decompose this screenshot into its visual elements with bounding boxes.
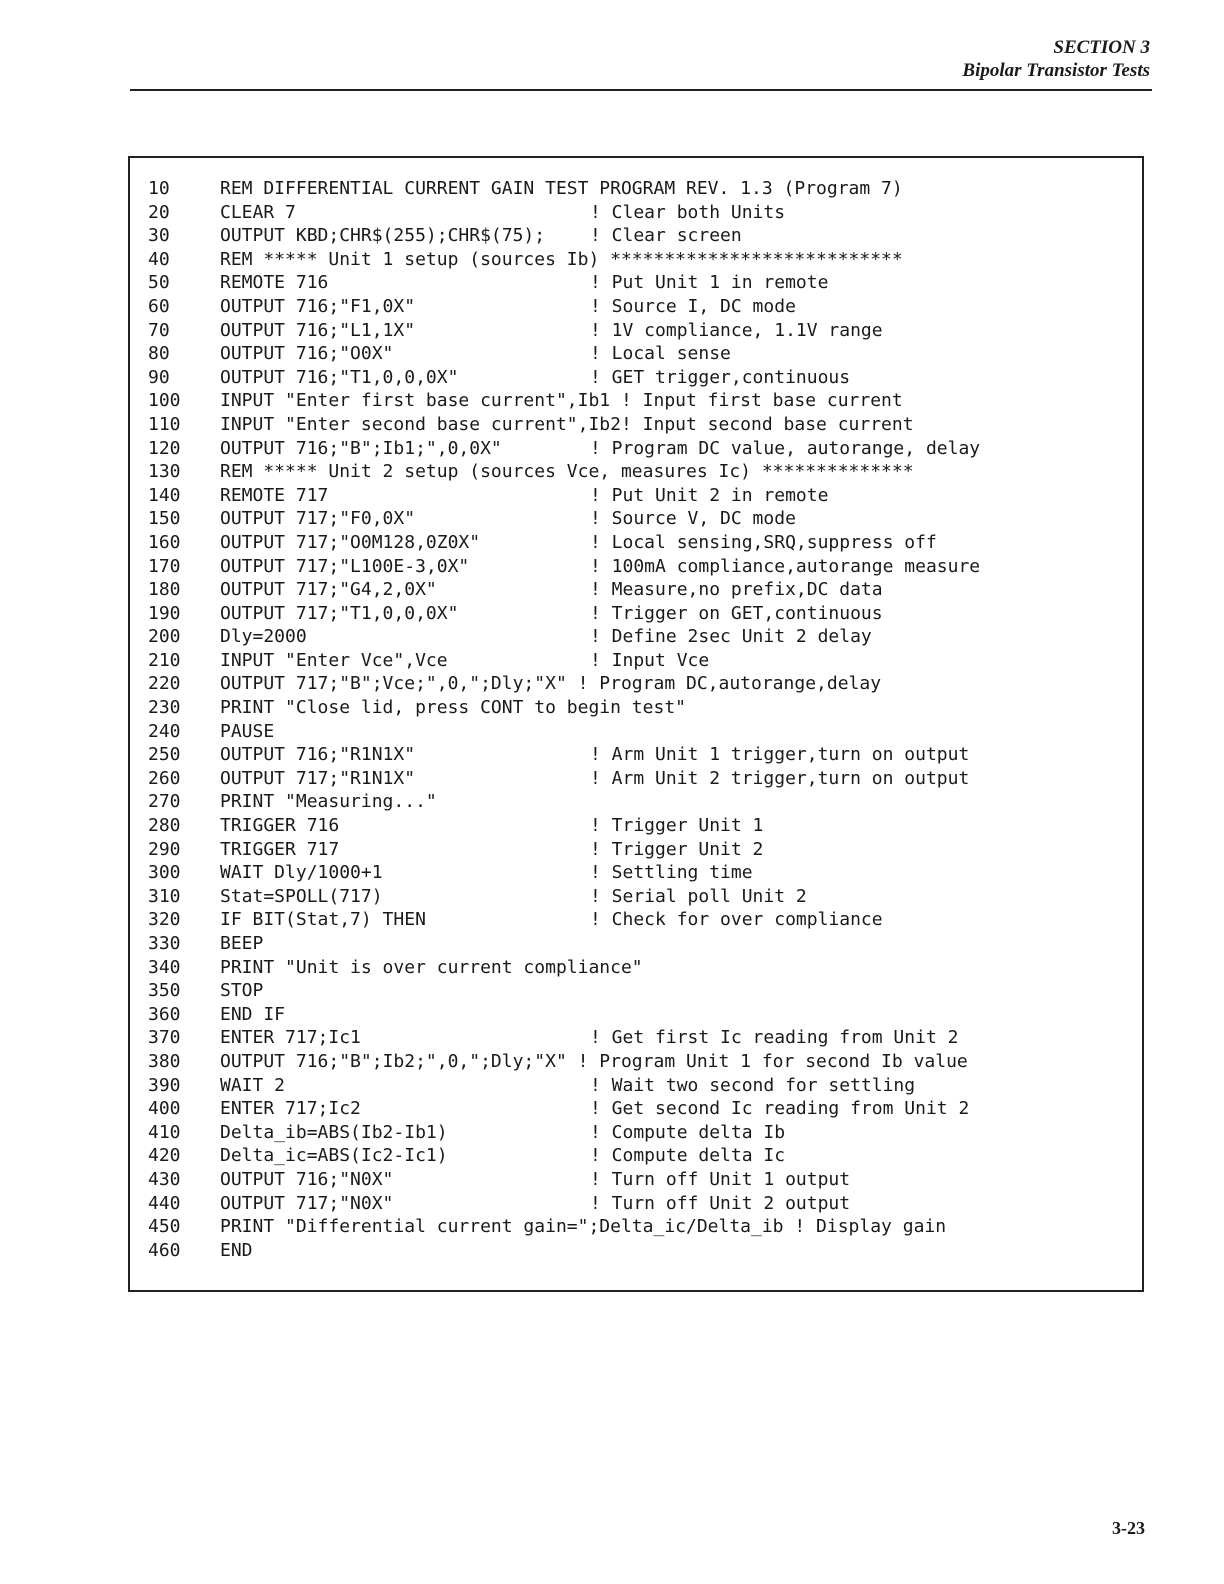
line-number: 350 bbox=[148, 980, 181, 1002]
code-line bbox=[148, 672, 1142, 696]
line-number: 140 bbox=[148, 484, 181, 506]
line-number: 160 bbox=[148, 531, 181, 553]
code-line bbox=[148, 1097, 1142, 1121]
code-line bbox=[148, 979, 1142, 1003]
code-statement: OUTPUT 717;"F0,0X" bbox=[220, 508, 416, 530]
line-number: 420 bbox=[148, 1145, 181, 1167]
line-number: 460 bbox=[148, 1239, 181, 1261]
code-line bbox=[148, 1121, 1142, 1145]
code-statement: ENTER 717;Ic1 bbox=[220, 1027, 361, 1049]
line-number: 410 bbox=[148, 1121, 181, 1143]
code-comment: ! Trigger Unit 2 bbox=[590, 838, 764, 860]
code-line bbox=[148, 885, 1142, 909]
code-comment: ! Local sensing,SRQ,suppress off bbox=[590, 531, 937, 553]
code-line bbox=[148, 1050, 1142, 1074]
code-statement: Stat=SPOLL(717) bbox=[220, 885, 383, 907]
code-statement: PRINT "Measuring..." bbox=[220, 791, 437, 813]
code-line bbox=[148, 507, 1142, 531]
code-line bbox=[148, 861, 1142, 885]
code-statement: OUTPUT 717;"T1,0,0,0X" bbox=[220, 602, 459, 624]
code-statement: OUTPUT 716;"L1,1X" bbox=[220, 319, 416, 341]
line-number: 310 bbox=[148, 885, 181, 907]
code-statement: PRINT "Close lid, press CONT to begin test" bbox=[220, 697, 686, 719]
line-number: 250 bbox=[148, 744, 181, 766]
code-comment: ! Get second Ic reading from Unit 2 bbox=[590, 1098, 970, 1120]
code-comment: ! 100mA compliance,autorange measure bbox=[590, 555, 981, 577]
code-statement: STOP bbox=[220, 980, 264, 1002]
code-line bbox=[148, 932, 1142, 956]
code-statement: REM ***** Unit 1 setup (sources Ib) *************************** bbox=[220, 248, 903, 270]
line-number: 260 bbox=[148, 767, 181, 789]
code-line bbox=[148, 838, 1142, 862]
code-comment: ! Put Unit 1 in remote bbox=[590, 272, 829, 294]
code-statement: OUTPUT 717;"G4,2,0X" bbox=[220, 579, 437, 601]
code-comment: ! Turn off Unit 2 output bbox=[590, 1192, 851, 1214]
code-statement: OUTPUT 716;"R1N1X" bbox=[220, 744, 416, 766]
code-comment: ! Source I, DC mode bbox=[590, 295, 796, 317]
code-line bbox=[148, 908, 1142, 932]
code-line bbox=[148, 602, 1142, 626]
code-line bbox=[148, 1074, 1142, 1098]
line-number: 180 bbox=[148, 579, 181, 601]
code-line bbox=[148, 578, 1142, 602]
code-comment: ! Define 2sec Unit 2 delay bbox=[590, 626, 872, 648]
code-line bbox=[148, 720, 1142, 744]
code-line bbox=[148, 956, 1142, 980]
code-statement: OUTPUT 717;"R1N1X" bbox=[220, 767, 416, 789]
code-line bbox=[148, 484, 1142, 508]
code-statement: Delta_ic=ABS(Ic2-Ic1) bbox=[220, 1145, 448, 1167]
line-number: 90 bbox=[148, 366, 170, 388]
code-statement: WAIT 2 bbox=[220, 1074, 286, 1096]
code-statement: INPUT "Enter first base current",Ib1 ! Input first base current bbox=[220, 390, 903, 412]
code-comment: ! Local sense bbox=[590, 343, 731, 365]
code-comment: ! Clear screen bbox=[590, 225, 742, 247]
line-number: 380 bbox=[148, 1050, 181, 1072]
line-number: 400 bbox=[148, 1098, 181, 1120]
line-number: 60 bbox=[148, 295, 170, 317]
code-line bbox=[148, 295, 1142, 319]
program-listing-box bbox=[128, 156, 1144, 1292]
line-number: 290 bbox=[148, 838, 181, 860]
code-line bbox=[148, 177, 1142, 201]
code-statement: END IF bbox=[220, 1003, 286, 1025]
code-comment: ! Get first Ic reading from Unit 2 bbox=[590, 1027, 959, 1049]
line-number: 170 bbox=[148, 555, 181, 577]
code-line bbox=[148, 814, 1142, 838]
line-number: 320 bbox=[148, 909, 181, 931]
line-number: 150 bbox=[148, 508, 181, 530]
line-number: 280 bbox=[148, 815, 181, 837]
code-statement: END bbox=[220, 1239, 253, 1261]
code-line bbox=[148, 625, 1142, 649]
line-number: 20 bbox=[148, 201, 170, 223]
line-number: 100 bbox=[148, 390, 181, 412]
code-line bbox=[148, 319, 1142, 343]
code-comment: ! Serial poll Unit 2 bbox=[590, 885, 807, 907]
line-number: 130 bbox=[148, 461, 181, 483]
section-subtitle: Bipolar Transistor Tests bbox=[962, 60, 1150, 81]
code-statement: OUTPUT 716;"F1,0X" bbox=[220, 295, 416, 317]
code-statement: OUTPUT KBD;CHR$(255);CHR$(75); bbox=[220, 225, 546, 247]
code-statement: REM DIFFERENTIAL CURRENT GAIN TEST PROGRAM REV. 1.3 (Program 7) bbox=[220, 178, 903, 199]
code-comment: ! GET trigger,continuous bbox=[590, 366, 851, 388]
code-line bbox=[148, 224, 1142, 248]
code-comment: ! Source V, DC mode bbox=[590, 508, 796, 530]
header-rule bbox=[130, 89, 1152, 91]
code-line bbox=[148, 201, 1142, 225]
code-statement: OUTPUT 717;"N0X" bbox=[220, 1192, 394, 1214]
line-number: 50 bbox=[148, 272, 170, 294]
code-statement: REMOTE 716 bbox=[220, 272, 329, 294]
line-number: 80 bbox=[148, 343, 170, 365]
code-comment: ! Clear both Units bbox=[590, 201, 786, 223]
code-statement: BEEP bbox=[220, 933, 264, 954]
code-comment: ! Trigger Unit 1 bbox=[590, 815, 764, 837]
code-comment: ! Input Vce bbox=[590, 649, 710, 671]
code-comment: ! Put Unit 2 in remote bbox=[590, 484, 829, 506]
code-line bbox=[148, 743, 1142, 767]
line-number: 270 bbox=[148, 791, 181, 813]
code-statement: OUTPUT 716;"B";Ib2;",0,";Dly;"X" ! Program Unit 1 for second Ib value bbox=[220, 1050, 968, 1072]
line-number: 330 bbox=[148, 933, 181, 954]
line-number: 340 bbox=[148, 956, 181, 978]
line-number: 10 bbox=[148, 178, 170, 199]
code-line bbox=[148, 531, 1142, 555]
code-statement: OUTPUT 716;"T1,0,0,0X" bbox=[220, 366, 459, 388]
code-line bbox=[148, 342, 1142, 366]
code-line bbox=[148, 767, 1142, 791]
code-comment: ! Trigger on GET,continuous bbox=[590, 602, 883, 624]
code-comment: ! Arm Unit 1 trigger,turn on output bbox=[590, 744, 970, 766]
code-statement: OUTPUT 716;"O0X" bbox=[220, 343, 394, 365]
line-number: 370 bbox=[148, 1027, 181, 1049]
code-statement: TRIGGER 716 bbox=[220, 815, 340, 837]
line-number: 450 bbox=[148, 1216, 181, 1238]
code-line bbox=[148, 413, 1142, 437]
code-line bbox=[148, 1239, 1142, 1263]
code-statement: CLEAR 7 bbox=[220, 201, 296, 223]
code-line bbox=[148, 389, 1142, 413]
code-statement: INPUT "Enter second base current",Ib2! Input second base current bbox=[220, 413, 914, 435]
line-number: 210 bbox=[148, 649, 181, 671]
code-line bbox=[148, 555, 1142, 579]
code-comment: ! Measure,no prefix,DC data bbox=[590, 579, 883, 601]
code-line bbox=[148, 1026, 1142, 1050]
code-comment: ! Compute delta Ic bbox=[590, 1145, 786, 1167]
code-comment: ! 1V compliance, 1.1V range bbox=[590, 319, 883, 341]
code-statement: Dly=2000 bbox=[220, 626, 307, 648]
code-comment: ! Turn off Unit 1 output bbox=[590, 1168, 851, 1190]
code-line bbox=[148, 790, 1142, 814]
line-number: 40 bbox=[148, 248, 170, 270]
line-number: 230 bbox=[148, 697, 181, 719]
line-number: 190 bbox=[148, 602, 181, 624]
code-line bbox=[148, 1144, 1142, 1168]
line-number: 200 bbox=[148, 626, 181, 648]
code-statement: OUTPUT 716;"B";Ib1;",0,0X" bbox=[220, 437, 502, 459]
code-line bbox=[148, 1192, 1142, 1216]
code-comment: ! Program DC value, autorange, delay bbox=[590, 437, 981, 459]
code-line bbox=[148, 460, 1142, 484]
code-statement: Delta_ib=ABS(Ib2-Ib1) bbox=[220, 1121, 448, 1143]
page-header bbox=[962, 36, 1150, 82]
code-statement: REMOTE 717 bbox=[220, 484, 329, 506]
code-comment: ! Arm Unit 2 trigger,turn on output bbox=[590, 767, 970, 789]
code-statement: OUTPUT 717;"B";Vce;",0,";Dly;"X" ! Program DC,autorange,delay bbox=[220, 673, 882, 695]
code-comment: ! Settling time bbox=[590, 862, 753, 884]
line-number: 110 bbox=[148, 413, 181, 435]
code-line bbox=[148, 1215, 1142, 1239]
code-line bbox=[148, 366, 1142, 390]
line-number: 390 bbox=[148, 1074, 181, 1096]
program-listing bbox=[148, 177, 1142, 1262]
line-number: 300 bbox=[148, 862, 181, 884]
line-number: 360 bbox=[148, 1003, 181, 1025]
code-statement: OUTPUT 717;"L100E-3,0X" bbox=[220, 555, 470, 577]
code-line bbox=[148, 1168, 1142, 1192]
code-statement: INPUT "Enter Vce",Vce bbox=[220, 649, 448, 671]
line-number: 220 bbox=[148, 673, 181, 695]
line-number: 30 bbox=[148, 225, 170, 247]
line-number: 240 bbox=[148, 720, 181, 742]
code-statement: REM ***** Unit 2 setup (sources Vce, measures Ic) ************** bbox=[220, 461, 914, 483]
code-statement: PAUSE bbox=[220, 720, 275, 742]
code-comment: ! Wait two second for settling bbox=[590, 1074, 916, 1096]
code-statement: OUTPUT 716;"N0X" bbox=[220, 1168, 394, 1190]
code-line bbox=[148, 248, 1142, 272]
line-number: 120 bbox=[148, 437, 181, 459]
code-statement: PRINT "Unit is over current compliance" bbox=[220, 956, 643, 978]
code-line bbox=[148, 696, 1142, 720]
code-line bbox=[148, 649, 1142, 673]
code-comment: ! Compute delta Ib bbox=[590, 1121, 786, 1143]
section-title: SECTION 3 bbox=[1053, 37, 1150, 58]
code-statement: OUTPUT 717;"O0M128,0Z0X" bbox=[220, 531, 481, 553]
code-statement: ENTER 717;Ic2 bbox=[220, 1098, 361, 1120]
code-line bbox=[148, 1003, 1142, 1027]
code-statement: TRIGGER 717 bbox=[220, 838, 340, 860]
line-number: 70 bbox=[148, 319, 170, 341]
line-number: 430 bbox=[148, 1168, 181, 1190]
code-line bbox=[148, 437, 1142, 461]
code-line bbox=[148, 271, 1142, 295]
line-number: 440 bbox=[148, 1192, 181, 1214]
code-statement: PRINT "Differential current gain=";Delta_ic/Delta_ib ! Display gain bbox=[220, 1216, 947, 1238]
page-number: 3-23 bbox=[1112, 1518, 1145, 1538]
code-statement: WAIT Dly/1000+1 bbox=[220, 862, 383, 884]
code-statement: IF BIT(Stat,7) THEN bbox=[220, 909, 426, 931]
code-comment: ! Check for over compliance bbox=[590, 909, 883, 931]
